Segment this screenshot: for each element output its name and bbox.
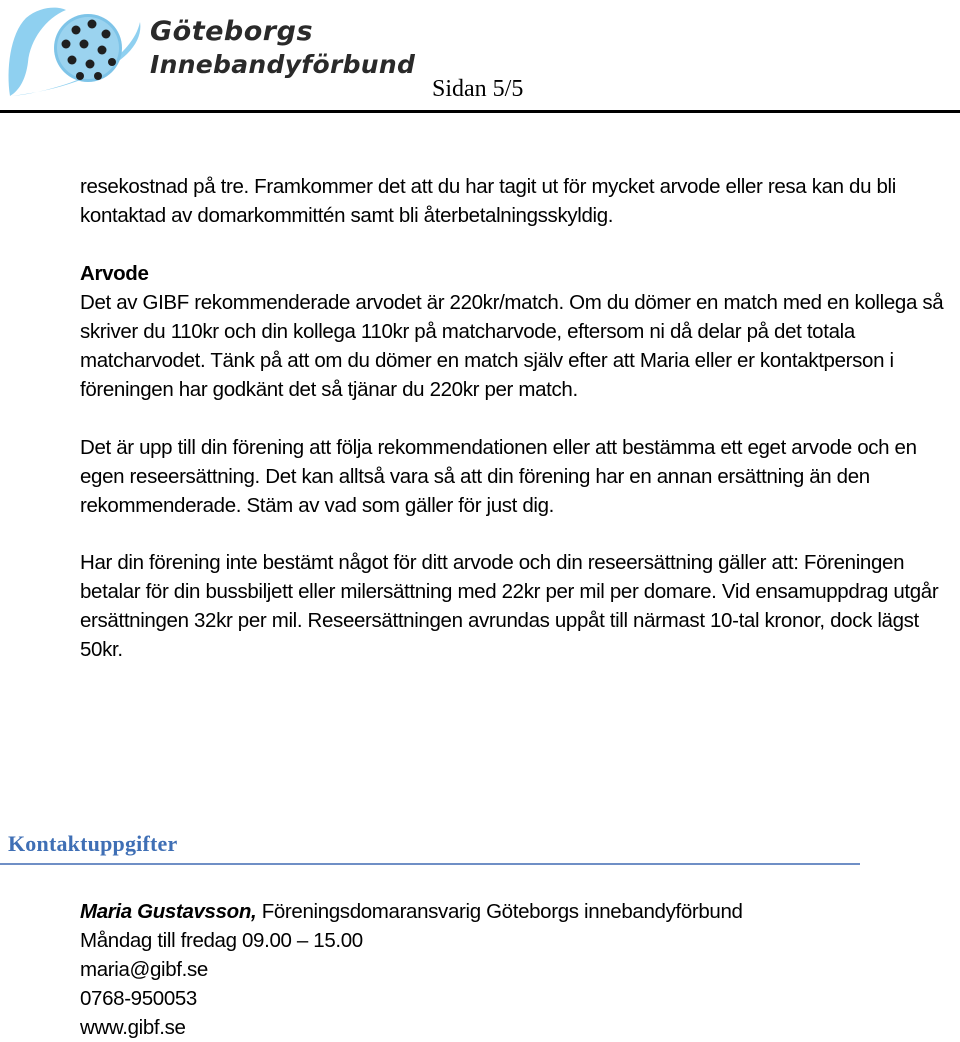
contact-hours: Måndag till fredag 09.00 – 15.00 bbox=[80, 929, 363, 952]
contact-website[interactable]: www.gibf.se bbox=[80, 1016, 186, 1039]
contact-name-line bbox=[80, 897, 950, 926]
paragraph-text: Det är upp till din förening att följa rekommendationen eller att bestämma ett eget arvode och en egen reseersättning. Det kan alltså vara så att din förening har en annan ersättning än den rekommenderade. Stäm av vad som gäller för just dig. bbox=[80, 436, 917, 517]
page-header bbox=[0, 0, 960, 116]
section-arvode bbox=[80, 259, 950, 404]
contact-name: Maria Gustavsson, bbox=[80, 900, 257, 923]
contact-email[interactable]: maria@gibf.se bbox=[80, 958, 208, 981]
paragraph-arvode: Det av GIBF rekommenderade arvodet är 220kr/match. Om du dömer en match med en kollega så skriver du 110kr och din kollega 110kr på matcharvode, eftersom ni då delar på det totala matcharvodet. Tänk på att om du dömer en match själv efter att Maria eller er kontaktperson i föreningen har godkänt det så tjänar du 220kr per match. bbox=[80, 291, 944, 401]
gibf-logo bbox=[0, 0, 420, 104]
section-heading-arvode: Arvode bbox=[80, 262, 149, 285]
contact-divider bbox=[0, 863, 860, 865]
paragraph-text: Har din förening inte bestämt något för ditt arvode och din reseersättning gäller att: Föreningen betalar för din bussbiljett eller milersättning med 22kr per mil per domare. Vid ensamuppdrag utgår ersättningen 32kr per mil. Reseersättningen avrundas uppåt till närmast 10-tal kronor, dock lägst 50kr. bbox=[80, 551, 939, 661]
contact-role: Föreningsdomaransvarig Göteborgs innebandyförbund bbox=[256, 900, 743, 923]
contact-heading: Kontaktuppgifter bbox=[8, 831, 178, 856]
contact-phone: 0768-950053 bbox=[80, 987, 197, 1010]
logo-text-innebandyforbund: Innebandyförbund bbox=[150, 50, 416, 79]
paragraph-resekostnad bbox=[80, 172, 950, 230]
paragraph-forening bbox=[80, 433, 950, 520]
paragraph-text: resekostnad på tre. Framkommer det att du har tagit ut för mycket arvode eller resa kan du bli kontaktad av domarkommittén samt bli återbetalningsskyldig. bbox=[80, 175, 896, 227]
page-number: Sidan 5/5 bbox=[432, 76, 524, 102]
paragraph-reseersattning bbox=[80, 548, 950, 664]
header-divider bbox=[0, 110, 960, 113]
contact-details bbox=[80, 897, 950, 1042]
logo-text-goteborgs: Göteborgs bbox=[150, 16, 314, 47]
